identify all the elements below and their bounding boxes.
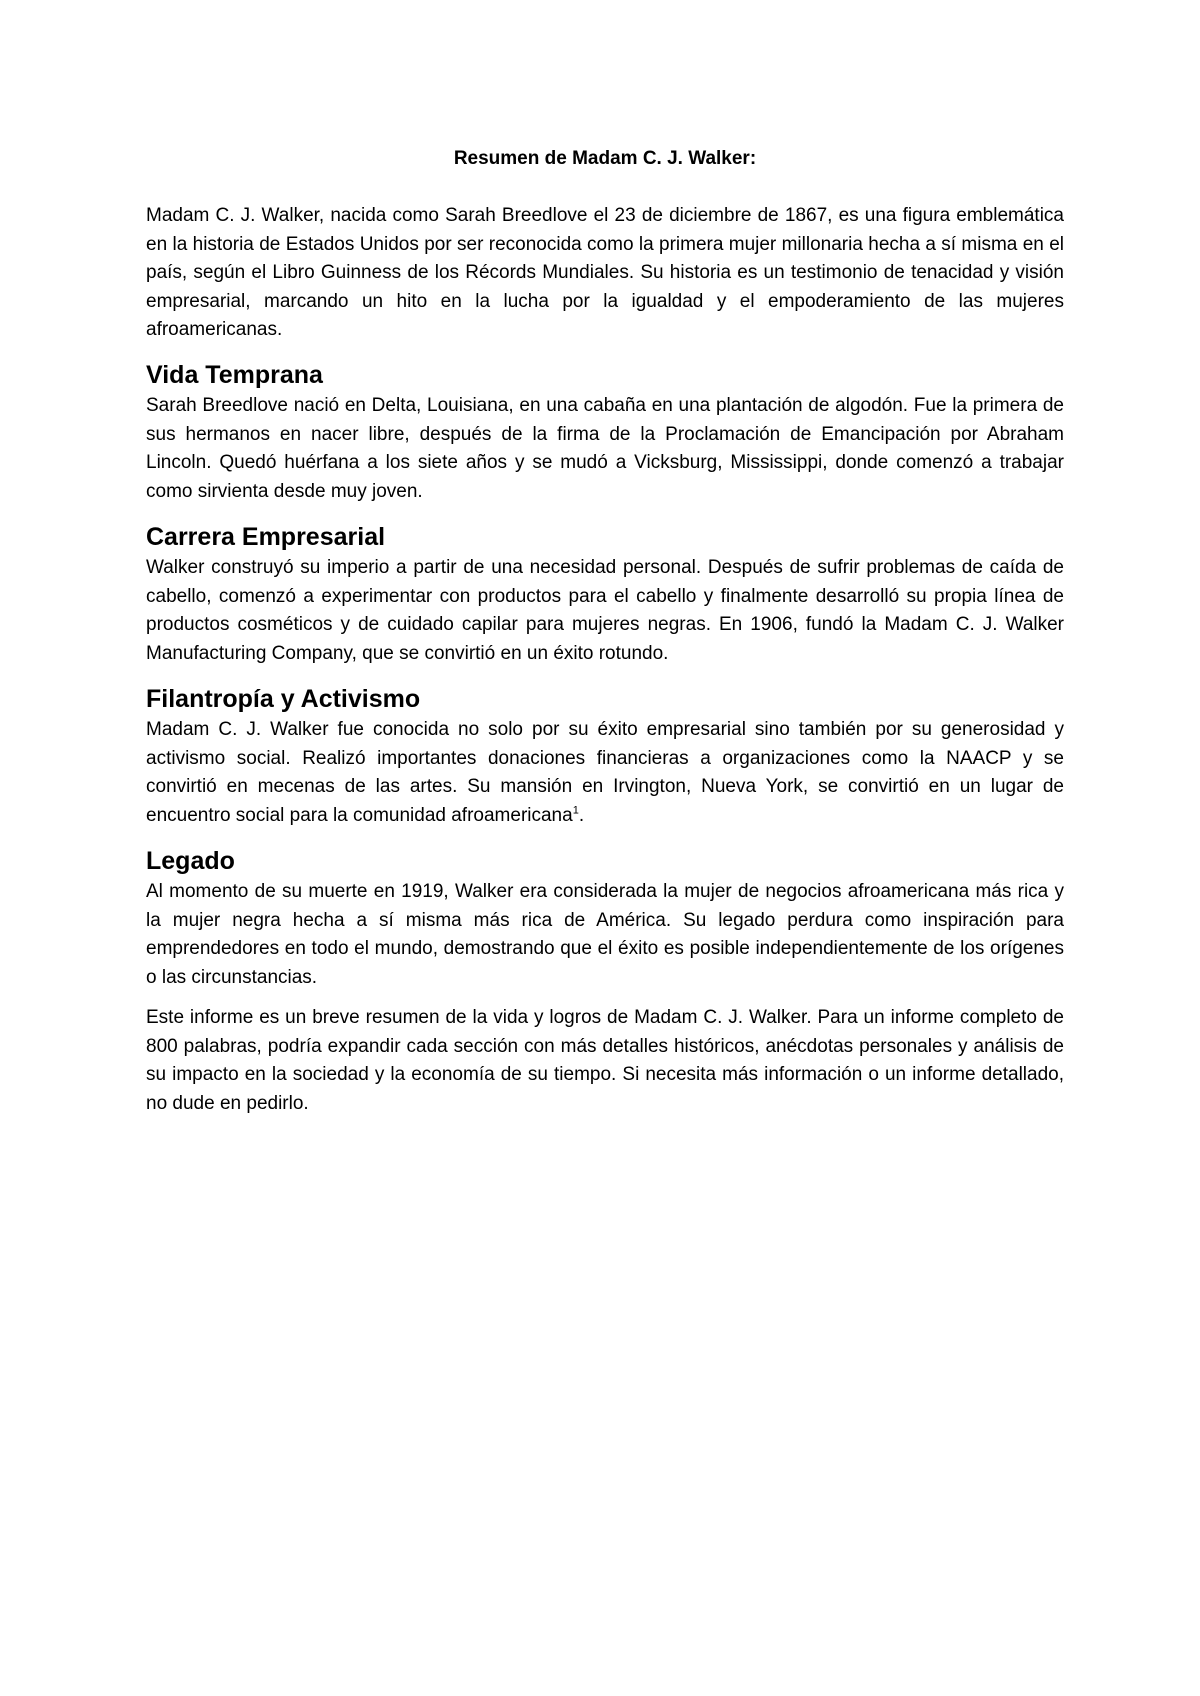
section-heading-carrera-empresarial: Carrera Empresarial [146,523,386,551]
document-page [146,0,1064,1696]
section-body-filantropia-text: Madam C. J. Walker fue conocida no solo por su éxito empresarial sino también por su generosidad y activismo social. Realizó importantes donaciones financieras a organizaciones como la NAACP y se convirtió en mecenas de las artes. Su mansión en Irvington, Nueva York, se convirtió en un lugar de encuentro social para la comunidad afroamericana [146,719,1064,826]
document-title: Resumen de Madam C. J. Walker: [453,148,757,169]
section-body-carrera-empresarial: Walker construyó su imperio a partir de una necesidad personal. Después de sufrir problemas de caída de cabello, comenzó a experimentar con productos para el cabello y finalmente desarrolló su propia línea de productos cosméticos y de cuidado capilar para mujeres negras. En 1906, fundó la Madam C. J. Walker Manufacturing Company, que se convirtió en un éxito rotundo. [146,557,1064,664]
section-body-filantropia [146,716,1064,830]
section-heading-vida-temprana: Vida Temprana [146,361,323,389]
closing-paragraph: Este informe es un breve resumen de la vida y logros de Madam C. J. Walker. Para un informe completo de 800 palabras, podría expandir cada sección con más detalles históricos, anécdotas personales y análisis de su impacto en la sociedad y la economía de su tiempo. Si necesita más información o un informe detallado, no dude en pedirlo. [146,1007,1064,1114]
section-body-vida-temprana: Sarah Breedlove nació en Delta, Louisiana, en una cabaña en una plantación de algodón. Fue la primera de sus hermanos en nacer libre, después de la firma de la Proclamación de Emancipación por Abraham Lincoln. Quedó huérfana a los siete años y se mudó a Vicksburg, Mississippi, donde comenzó a trabajar como sirvienta desde muy joven. [146,395,1064,502]
section-heading-filantropia: Filantropía y Activismo [146,685,421,713]
section-heading-legado: Legado [146,847,235,875]
section-body-legado: Al momento de su muerte en 1919, Walker era considerada la mujer de negocios afroamericana más rica y la mujer negra hecha a sí misma más rica de América. Su legado perdura como inspiración para emprendedores en todo el mundo, demostrando que el éxito es posible independientemente de los orígenes o las circunstancias. [146,881,1064,988]
intro-paragraph: Madam C. J. Walker, nacida como Sarah Breedlove el 23 de diciembre de 1867, es una figura emblemática en la historia de Estados Unidos por ser reconocida como la primera mujer millonaria hecha a sí misma en el país, según el Libro Guinness de los Récords Mundiales. Su historia es un testimonio de tenacidad y visión empresarial, marcando un hito en la lucha por la igualdad y el empoderamiento de las mujeres afroamericanas. [146,205,1064,341]
section-body-filantropia-tail: . [578,804,585,826]
footnote-mark[interactable]: 1 [572,804,579,817]
